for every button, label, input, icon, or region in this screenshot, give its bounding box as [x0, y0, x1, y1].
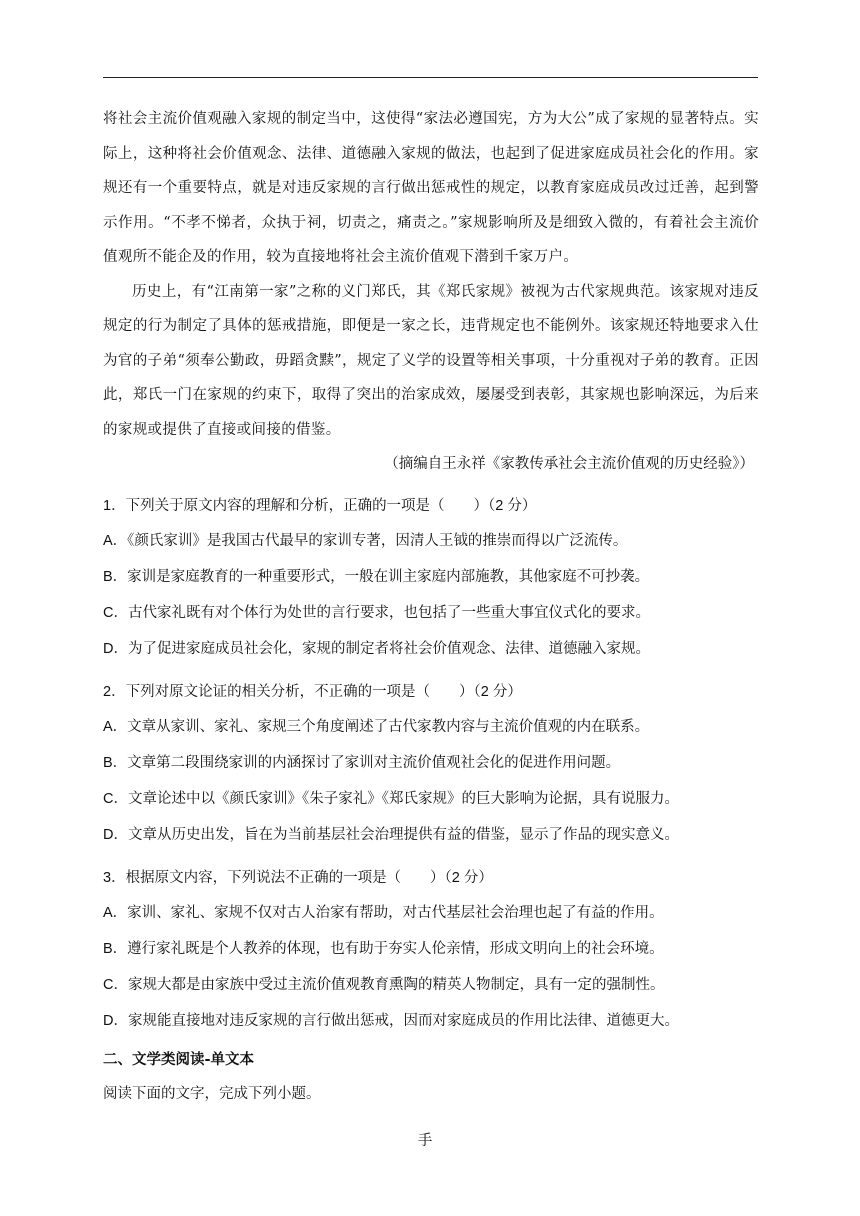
- passage: [103, 102, 759, 447]
- question-1: [103, 489, 759, 667]
- question-3: [103, 861, 759, 1039]
- section-heading: 二、文学类阅读-单文本: [103, 1052, 255, 1068]
- option-d: D．文章从历史出发，旨在为当前基层社会治理提供有益的借鉴，显示了作品的现实意义。: [103, 827, 679, 843]
- passage-paragraph-2: 历史上，有“江南第一家”之称的义门郑氏，其《郑氏家规》被视为古代家规典范。该家规对违反规定的行为制定了具体的惩戒措施，即便是一家之长，违背规定也不能例外。该家规还特地要求入仕为官的子弟“须奉公勤政，毋蹈贪黩”，规定了义学的设置等相关事项，十分重视对子弟的教育。正因此，郑氏一门在家规的约束下，取得了突出的治家成效，屡屡受到表彰，其家规也影响深远，为后来的家规或提供了直接或间接的借鉴。: [103, 283, 759, 438]
- option-d: D．为了促进家庭成员社会化，家规的制定者将社会价值观念、法律、道德融入家规。: [103, 641, 650, 657]
- option-a: A．文章从家训、家礼、家规三个角度阐述了古代家教内容与主流价值观的内在联系。: [103, 719, 650, 735]
- section-instruction: 阅读下面的文字，完成下列小题。: [103, 1086, 321, 1102]
- story-title: 手: [417, 1133, 433, 1149]
- option-b: B．遵行家礼既是个人教养的体现，也有助于夯实人伦亲情，形成文明向上的社会环境。: [103, 941, 664, 957]
- option-a: A．家训、家礼、家规不仅对古人治家有帮助，对古代基层社会治理也起了有益的作用。: [103, 905, 664, 921]
- passage-paragraph-1: 将社会主流价值观融入家规的制定当中，这使得“家法必遵国宪，方为大公”成了家规的显著特点。实际上，这种将社会价值观念、法律、道德融入家规的做法，也起到了促进家庭成员社会化的作用。家规还有一个重要特点，就是对违反家规的言行做出惩戒性的规定，以教育家庭成员改过迁善，起到警示作用。“不孝不悌者，众执于祠，切责之，痛责之。”家规影响所及是细致入微的，有着社会主流价值观所不能企及的作用，较为直接地将社会主流价值观下潜到千家万户。: [103, 111, 759, 265]
- option-b: B．文章第二段围绕家训的内涵探讨了家训对主流价值观社会化的促进作用问题。: [103, 755, 621, 771]
- question-stem: 3．根据原文内容，下列说法不正确的一项是（ ）（2 分）: [103, 870, 493, 886]
- option-c: C．家规大都是由家族中受过主流价值观教育熏陶的精英人物制定，具有一定的强制性。: [103, 977, 665, 993]
- option-b: B．家训是家庭教育的一种重要形式，一般在训主家庭内部施教，其他家庭不可抄袭。: [103, 569, 650, 585]
- option-d: D．家规能直接地对违反家规的言行做出惩戒，因而对家庭成员的作用比法律、道德更大。: [103, 1013, 679, 1029]
- option-a: A．《颜氏家训》是我国古代最早的家训专著，因清人王钺的推崇而得以广泛流传。: [103, 533, 628, 549]
- passage-source: （摘编自王永祥《家教传承社会主流价值观的历史经验》）: [384, 456, 754, 472]
- exam-page: [103, 102, 759, 1150]
- question-stem: 1．下列关于原文内容的理解和分析，正确的一项是（ ）（2 分）: [103, 498, 537, 514]
- question-2: [103, 675, 759, 853]
- header-rule: [103, 77, 758, 78]
- question-stem: 2．下列对原文论证的相关分析，不正确的一项是（ ）（2 分）: [103, 684, 522, 700]
- option-c: C．古代家礼既有对个体行为处世的言行要求，也包括了一些重大事宜仪式化的要求。: [103, 605, 650, 621]
- option-c: C．文章论述中以《颜氏家训》《朱子家礼》《郑氏家规》的巨大影响为论据，具有说服力。: [103, 791, 679, 807]
